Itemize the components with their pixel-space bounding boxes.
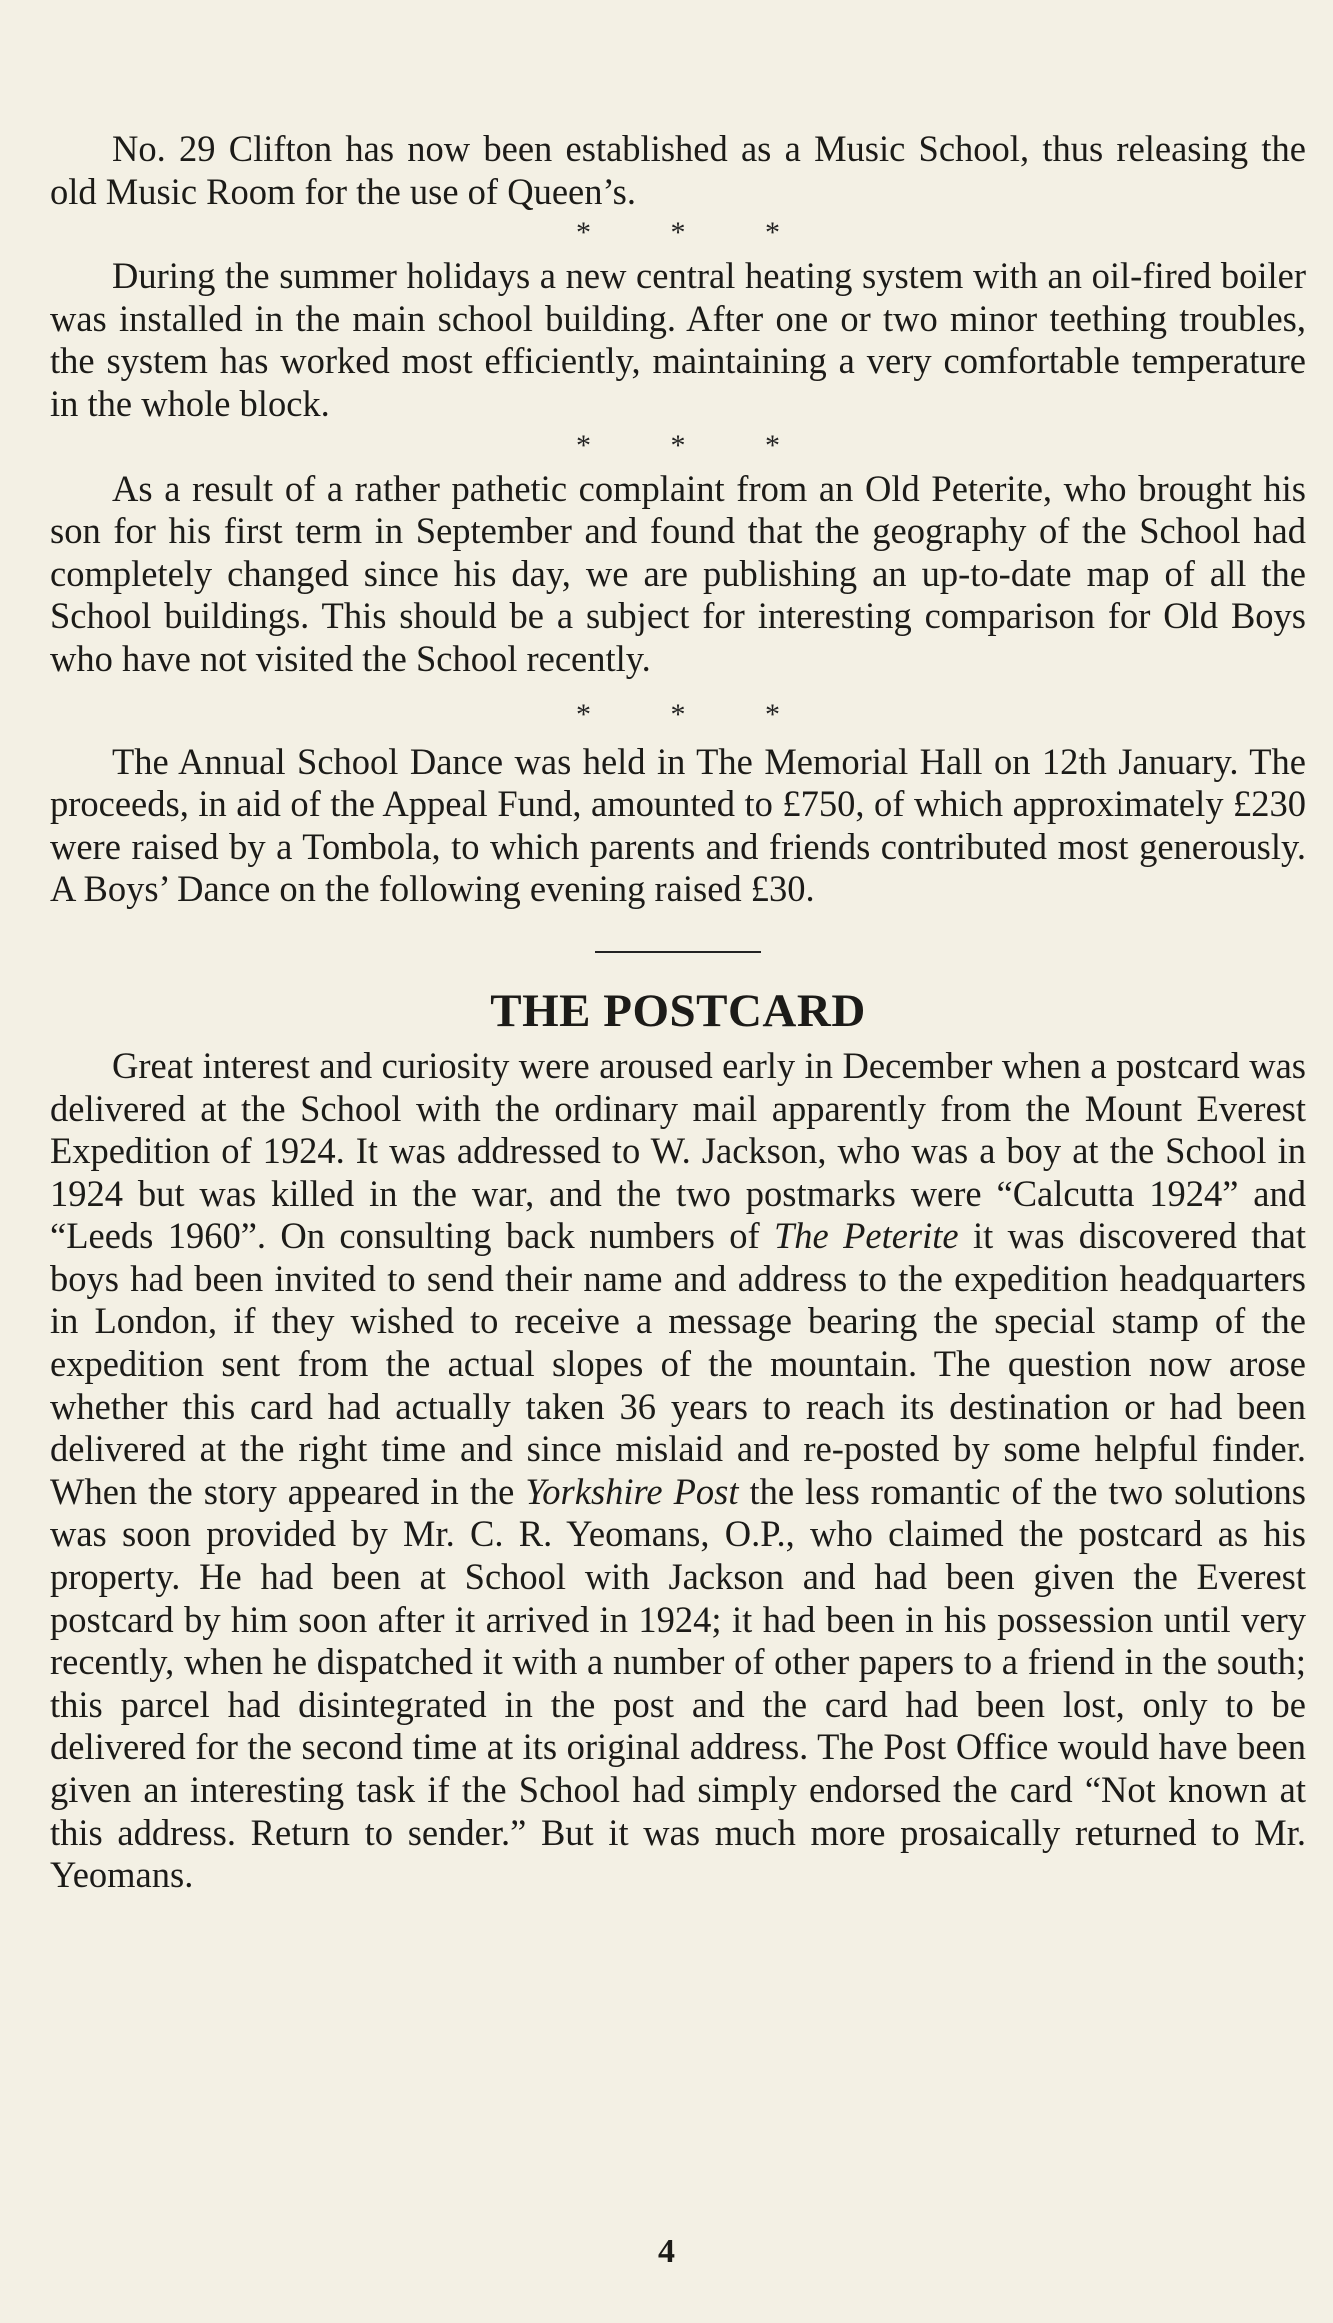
- postcard-text-part3: the less romantic of the two solutions was soon provided by Mr. C. R. Yeomans, O.P., who claimed the postcard as his property. He had been at School with Jackson and had been given the Everest postcard by him soon after it arrived in 1924; it had been in his possession until very recently, when he dispatched it with a number of other papers to a friend in the south; this parcel had disintegrated in the post and the card had been lost, only to be delivered for the second time at its original address. The Post Office would have been given an interesting task if the School had simply endorsed the card “Not known at this address. Return to sender.” But it was much more prosaically returned to Mr. Yeomans.: [50, 1470, 1306, 1896]
- paragraph-postcard: [50, 1045, 1306, 1897]
- postcard-text-part1: Great interest and curiosity were aroused early in December when a postcard was delivered at the School with the ordinary mail apparently from the Mount Everest Expedition of 1924. It was addressed to W. Jackson, who was a boy at the School in 1924 but was killed in the war, and the two postmarks were “Calcutta 1924” and “Leeds 1960”. On consulting back numbers of: [50, 1044, 1306, 1257]
- section-separator: * * *: [576, 697, 816, 731]
- section-separator: * * *: [576, 216, 816, 250]
- section-divider: [595, 951, 761, 953]
- postcard-text-part2: it was discovered that boys had been invited to send their name and address to the expedition headquarters in London, if they wished to receive a message bearing the special stamp of the expedition sent from the actual slopes of the mountain. The question now arose whether this card had actually taken 36 years to reach its destination or had been delivered at the right time and since mislaid and re-posted by some helpful finder. When the story appeared in the: [50, 1215, 1306, 1512]
- page-content: [50, 128, 1306, 1897]
- paragraph-map: As a result of a rather pathetic complaint from an Old Peterite, who brought his son for his first term in September and found that the geography of the School had completely changed since his day, we are publishing an up-to-date map of all the School buildings. This should be a subject for interesting comparison for Old Boys who have not visited the School recently.: [50, 467, 1306, 679]
- page-number: 4: [658, 2233, 675, 2270]
- paragraph-heating: During the summer holidays a new central heating system with an oil-fired boiler was installed in the main school building. After one or two minor teething troubles, the system has worked most efficiently, maintaining a very comfortable temperature in the whole block.: [50, 255, 1306, 424]
- paragraph-dance: The Annual School Dance was held in The Memorial Hall on 12th January. The proceeds, in aid of the Appeal Fund, amounted to £750, of which approximately £230 were raised by a Tombola, to which parents and friends contributed most generously. A Boys’ Dance on the following evening raised £30.: [50, 740, 1306, 910]
- postcard-text-italic-yorkshire-post: Yorkshire Post: [525, 1470, 739, 1512]
- postcard-heading: THE POSTCARD: [490, 984, 866, 1037]
- postcard-text-italic-peterite: The Peterite: [773, 1215, 959, 1257]
- paragraph-music-school: No. 29 Clifton has now been established as a Music School, thus releasing the old Music Room for the use of Queen’s.: [50, 128, 1306, 212]
- section-separator: * * *: [576, 428, 816, 462]
